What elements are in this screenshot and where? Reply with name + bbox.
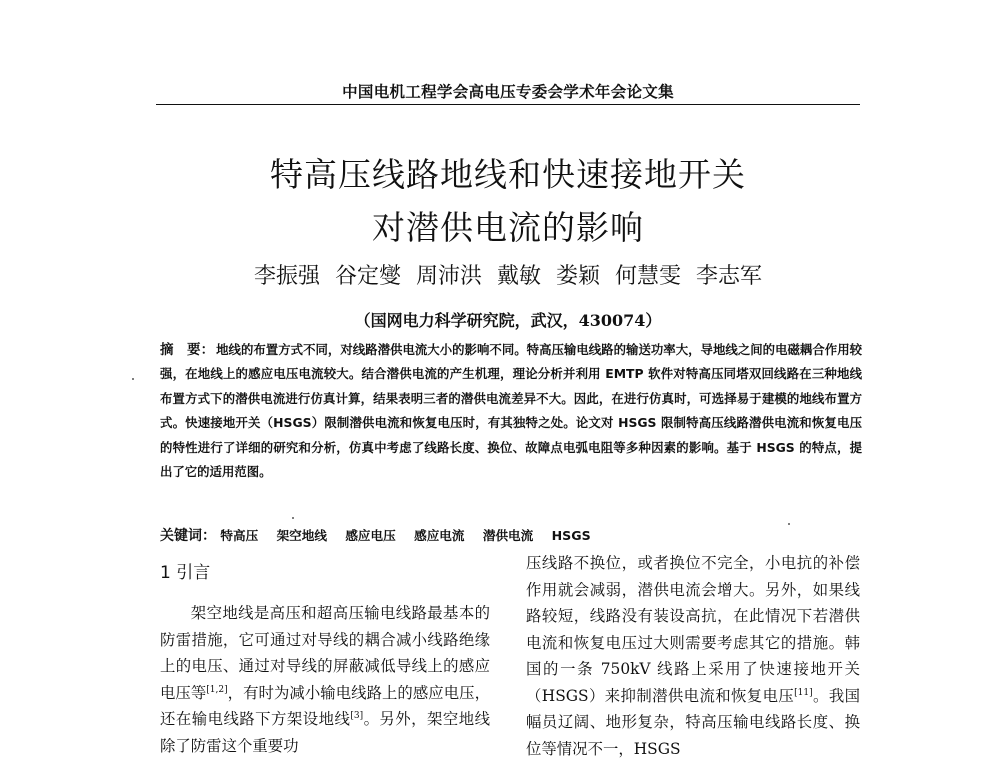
header-rule <box>156 104 860 105</box>
keyword: 架空地线 <box>276 528 327 543</box>
keyword: 感应电压 <box>345 528 396 543</box>
scan-speck <box>292 517 294 519</box>
intro-text: 架空地线是高压和超高压输电线路最基本的防雷措施，它可通过对导线的耦合减小线路绝缘上的电压、通过对导线的屏蔽减低导线上的感应电压等 <box>160 604 490 702</box>
author: 周沛洪 <box>415 264 482 289</box>
citation: [1,2] <box>206 684 228 695</box>
body-text: 压线路不换位，或者换位不完全，小电抗的补偿作用就会减弱，潜供电流会增大。另外，如果线路较短，线路没有装设高抗，在此情况下若潜供电流和恢复电压过大则需要考虑其它的措施。韩国的一条 750kV 线路上采用了快速接地开关（HSGS）来抑制潜供电流和恢复电压 <box>526 554 860 705</box>
right-column <box>526 550 860 762</box>
scan-speck <box>132 378 134 380</box>
intro-text: ，有时为减小输电线路上的感应电压，还在输电线路下方架设地线 <box>160 683 490 728</box>
keyword: 特高压 <box>220 528 259 543</box>
author: 戴敏 <box>496 264 541 289</box>
keyword: HSGS <box>551 528 591 543</box>
keyword: 潜供电流 <box>482 528 534 543</box>
scan-speck <box>788 523 790 525</box>
citation: [3] <box>350 710 364 721</box>
author: 何慧雯 <box>615 264 682 289</box>
abstract-text: 地线的布置方式不同，对线路潜供电流大小的影响不同。特高压输电线路的输送功率大，导地线之间的电磁耦合作用较强，在地线上的感应电压电流较大。结合潜供电流的产生机理，理论分析并利用 EMTP 软件对特高压同塔双回线路在三种地线布置方式下的潜供电流进行仿真计算，结果表明三者的潜供电流差异不大。因此，在进行仿真时，可选择易于建模的地线布置方式。快速接地开关（HSGS）限制潜供电流和恢复电压时，有其独特之处。论文对 HSGS 限制特高压线路潜供电流和恢复电压的特性进行了详细的研究和分析，仿真中考虑了线路长度、换位、故障点电弧电阻等多种因素的影响。基于 HSGS 的特点，提出了它的适用范图。 <box>160 342 863 480</box>
intro-text: 。另外，架空地线除了防雷这个重要功 <box>160 710 490 755</box>
abstract-label: 摘 要： <box>160 342 215 358</box>
running-header: 中国电机工程学会高电压专委会学术年会论文集 <box>342 83 674 101</box>
affiliation: （国网电力科学研究院，武汉，430074） <box>354 311 662 330</box>
intro-paragraph <box>160 600 490 759</box>
author: 李振强 <box>253 264 320 289</box>
keywords-label: 关键词： <box>160 528 216 544</box>
body-text: 。我国幅员辽阔、地形复杂，特高压输电线路长度、换位等情况不一，HSGS <box>526 686 860 758</box>
section-heading: 1 引言 <box>160 563 211 583</box>
author-list <box>156 266 860 288</box>
left-column <box>160 560 490 759</box>
continued-paragraph <box>526 550 860 762</box>
paper-title-line-1: 特高压线路地线和快速接地开关 <box>270 155 746 194</box>
keyword: 感应电流 <box>414 528 465 543</box>
abstract <box>160 338 862 484</box>
author: 谷定燮 <box>334 264 401 289</box>
author: 娄颖 <box>556 264 601 289</box>
author: 李志军 <box>696 264 763 289</box>
keywords <box>160 527 862 545</box>
citation: [11] <box>794 687 813 698</box>
paper-title-line-2: 对潜供电流的影响 <box>372 208 644 247</box>
